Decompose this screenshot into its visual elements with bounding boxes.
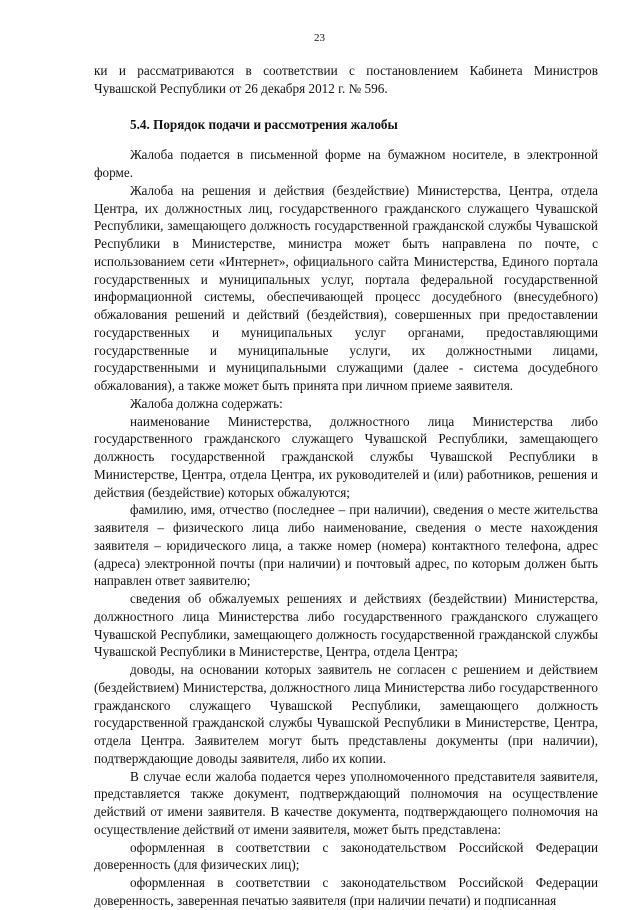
- paragraph-8: В случае если жалоба подается через уполномоченного представителя заявителя, представляется также документ, подтверждающий полномочия на осуществление действий от имени заявителя. В качестве документа, подтверждающего полномочия на осуществление действий от имени заявителя, может быть представлена:: [94, 768, 598, 837]
- page-number: 23: [314, 32, 325, 44]
- document-body: [94, 62, 598, 910]
- paragraph-6: сведения об обжалуемых решениях и действиях (бездействии) Министерства, должностного лица Министерства либо государственного гражданского служащего Чувашской Республики, замещающего должность государственной гражданской службы Чувашской Республики в Министерстве, Центра, отдела Центра;: [94, 591, 598, 660]
- paragraph-9: оформленная в соответствии с законодательством Российской Федерации доверенность (для физических лиц);: [94, 839, 598, 873]
- paragraph-1: Жалоба подается в письменной форме на бумажном носителе, в электронной форме.: [94, 147, 598, 180]
- paragraph-10: оформленная в соответствии с законодательством Российской Федерации доверенность, заверенная печатью заявителя (при наличии печати) и подписанная: [94, 875, 598, 908]
- paragraph-7: доводы, на основании которых заявитель не согласен с решением и действием (бездействием) Министерства, должностного лица Министерства либо государственного гражданского служащего Чувашской Республики, замещающего должность государственной гражданской службы Чувашской Республики в Министерстве, Центра, отдела Центра. Заявителем могут быть представлены документы (при наличии), подтверждающие доводы заявителя, либо их копии.: [94, 662, 598, 766]
- paragraph-3: Жалоба должна содержать:: [130, 395, 283, 411]
- section-title: 5.4. Порядок подачи и рассмотрения жалобы: [130, 116, 398, 132]
- paragraph-2: Жалоба на решения и действия (бездействие) Министерства, Центра, отдела Центра, их должностных лиц, государственного гражданского служащего Чувашской Республики, замещающего должность государственной гражданской службы Чувашской Республики в Министерстве, министра может быть направлена по почте, с использованием сети «Интернет», официального сайта Министерства, Единого портала государственных и муниципальных услуг, портала федеральной государственной информационной системы, обеспечивающей процесс досудебного (внесудебного) обжалования решений и действий (бездействия), совершенных при предоставлении государственных и муниципальных услуг органами, предоставляющими государственные и муниципальные услуги, их должностными лицами, государственными и муниципальными служащими (далее - система досудебного обжалования), а также может быть принята при личном приеме заявителя.: [94, 182, 598, 393]
- intro-paragraph: ки и рассматриваются в соответствии с постановлением Кабинета Министров Чувашской Республики от 26 декабря 2012 г. № 596.: [94, 63, 598, 96]
- paragraph-5: фамилию, имя, отчество (последнее – при наличии), сведения о месте жительства заявителя – физического лица либо наименование, сведения о месте нахождения заявителя – юридического лица, а также номер (номера) контактного телефона, адрес (адреса) электронной почты (при наличии) и почтовый адрес, по которым должен быть направлен ответ заявителю;: [94, 502, 598, 589]
- paragraph-4: наименование Министерства, должностного лица Министерства либо государственного гражданского служащего Чувашской Республики, замещающего должность государственной гражданской службы Чувашской Республики в Министерстве, Центра, отдела Центра, их руководителей и (или) работников, решения и действия (бездействие) которых обжалуются;: [94, 413, 598, 500]
